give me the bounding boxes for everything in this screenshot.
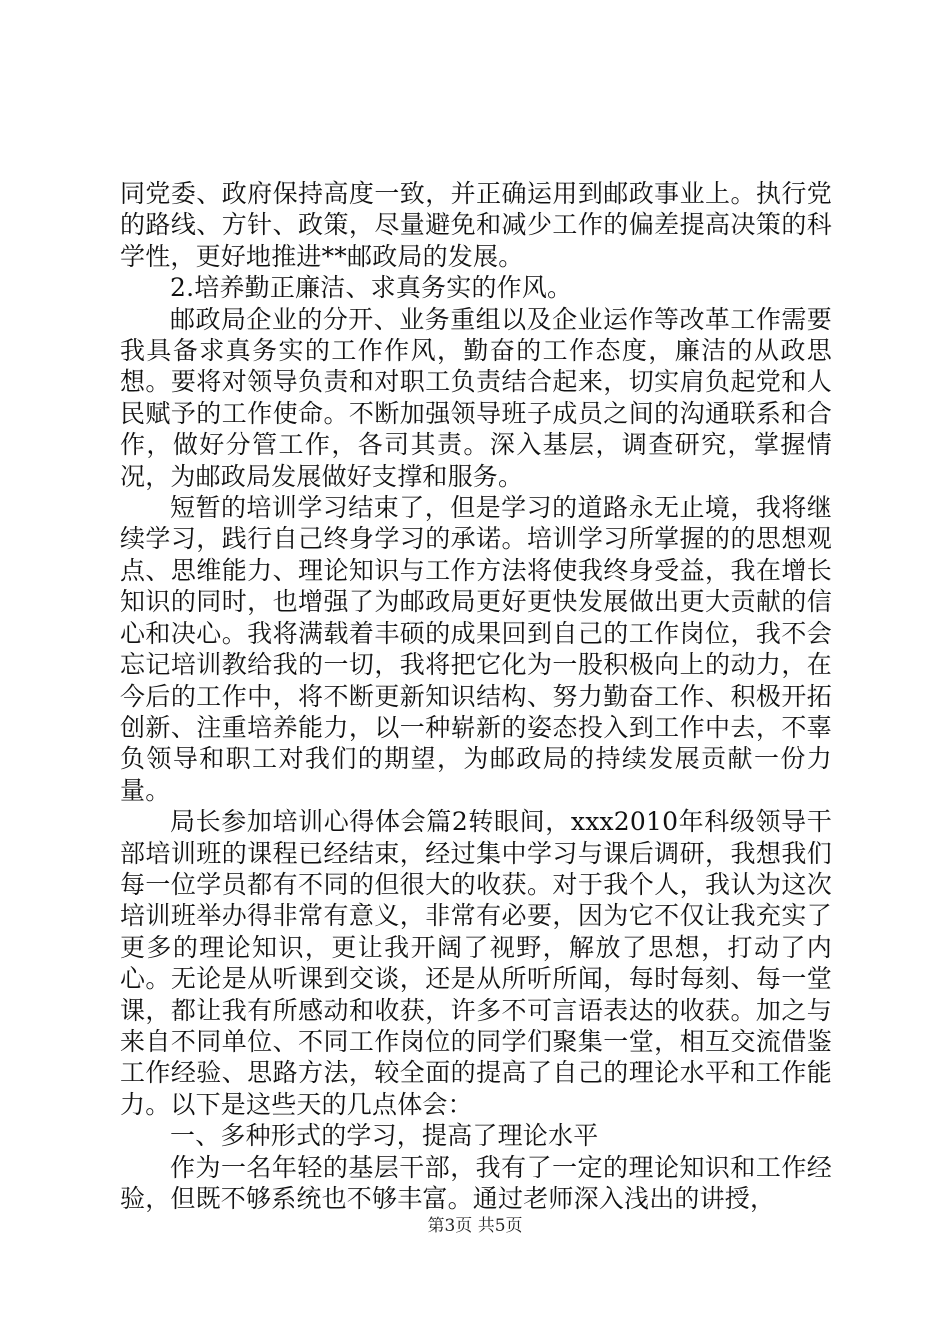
paragraph-article-2-intro: 局长参加培训心得体会篇2转眼间，xxx2010年科级领导干部培训班的课程已经结束，经过集中学习与课后调研，我想我们每一位学员都有不同的但很大的收获。对于我个人，我认为这次培训班举办得非常有意义，非常有必要，因为它不仅让我充实了更多的理论知识，更让我开阔了视野，解放了思想，打动了内心。无论是从听课到交谈，还是从所听所闻，每时每刻、每一堂课，都让我有所感动和收获，许多不可言语表达的收获。加之与来自不同单位、不同工作岗位的同学们聚集一堂，相互交流借鉴工作经验、思路方法，较全面的提高了自己的理论水平和工作能力。以下是这些天的几点体会：: [120, 807, 832, 1119]
page-number-footer: 第3页 共5页: [427, 1216, 523, 1236]
document-body: [120, 178, 832, 1214]
paragraph-conclusion: 短暂的培训学习结束了，但是学习的道路永无止境，我将继续学习，践行自己终身学习的承诺。培训学习所掌握的的思想观点、思维能力、理论知识与工作方法将使我终身受益，我在增长知识的同时，也增强了为邮政局更好更快发展做出更大贡献的信心和决心。我将满载着丰硕的成果回到自己的工作岗位，我不会忘记培训教给我的一切，我将把它化为一股积极向上的动力，在今后的工作中，将不断更新知识结构、努力勤奋工作、积极开拓创新、注重培养能力，以一种崭新的姿态投入到工作中去，不辜负领导和职工对我们的期望，为邮政局的持续发展贡献一份力量。: [120, 493, 832, 805]
paragraph-continuation: 同党委、政府保持高度一致，并正确运用到邮政事业上。执行党的路线、方针、政策，尽量避免和减少工作的偏差提高决策的科学性，更好地推进**邮政局的发展。: [120, 179, 832, 271]
section-heading-one: 一、多种形式的学习，提高了理论水平: [170, 1121, 599, 1151]
section-heading-2: 2.培养勤正廉洁、求真务实的作风。: [170, 273, 573, 303]
paragraph-work-style: 邮政局企业的分开、业务重组以及企业运作等改革工作需要我具备求真务实的工作作风，勤奋的工作态度，廉洁的从政思想。要将对领导负责和对职工负责结合起来，切实肩负起党和人民赋予的工作使命。不断加强领导班子成员之间的沟通联系和合作，做好分管工作，各司其责。深入基层，调查研究，掌握情况，为邮政局发展做好支撑和服务。: [120, 304, 832, 491]
paragraph-young-cadre: 作为一名年轻的基层干部，我有了一定的理论知识和工作经验，但既不够系统也不够丰富。通过老师深入浅出的讲授，: [120, 1152, 832, 1213]
